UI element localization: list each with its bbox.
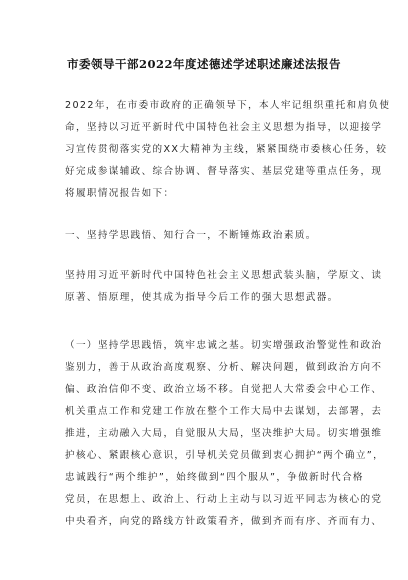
paragraph-1-line-5: 将履职情况报告如下： bbox=[65, 188, 175, 199]
paragraph-3-line-4: 机关重点工作和党建工作放在整个工作大局中去谋划，去部署，去 bbox=[65, 406, 383, 417]
paragraph-1-line-4: 好完成参谋辅政、综合协调、督导落实、基层党建等重点任务，现 bbox=[65, 166, 383, 177]
paragraph-3-line-6: 护核心、紧跟核心意识，引导机关党员做到衷心拥护“两个确立”， bbox=[65, 450, 385, 461]
paragraph-3-line-5: 推进，主动融入大局，自觉服从大局，坚决维护大局。切实增强维 bbox=[65, 428, 383, 439]
paragraph-3-line-7: 忠诚践行“两个维护”，始终做到“四个服从”，争做新时代合格 bbox=[65, 472, 364, 483]
paragraph-2-line-2: 原著、悟原理，使其成为指导今后工作的强大思想武器。 bbox=[65, 292, 339, 303]
paragraph-3-line-9: 中央看齐，向党的路线方针政策看齐，做到齐而有序、齐而有力、 bbox=[65, 516, 383, 527]
section-heading-1: 一、坚持学思践悟、知行合一，不断锤炼政治素质。 bbox=[65, 230, 317, 241]
paragraph-3-line-8: 党员，在思想上、政治上、行动上主动与以习近平同志为核心的党 bbox=[65, 494, 383, 505]
paragraph-3-line-3: 偏、政治信仰不变、政治立场不移。自觉把人大常委会中心工作、 bbox=[65, 384, 383, 395]
paragraph-1-line-1: 2022年，在市委市政府的正确领导下，本人牢记组织重托和肩负使 bbox=[65, 100, 391, 111]
document-title: 市委领导干部2022年度述德述学述职述廉述法报告 bbox=[66, 57, 341, 71]
paragraph-1-line-2: 命，坚持以习近平新时代中国特色社会主义思想为指导，以迎接学 bbox=[65, 122, 383, 133]
paragraph-3-line-1: （一）坚持学思践悟，筑牢忠诚之基。切实增强政治警觉性和政治 bbox=[65, 340, 383, 351]
paragraph-1-line-3: 习宣传贯彻落实党的XX大精神为主线，紧紧围绕市委核心任务，较 bbox=[65, 144, 388, 155]
paragraph-2-line-1: 坚持用习近平新时代中国特色社会主义思想武装头脑，学原文、读 bbox=[65, 270, 383, 281]
paragraph-3-line-2: 鉴别力，善于从政治高度观察、分析、解决问题，做到政治方向不 bbox=[65, 362, 383, 373]
